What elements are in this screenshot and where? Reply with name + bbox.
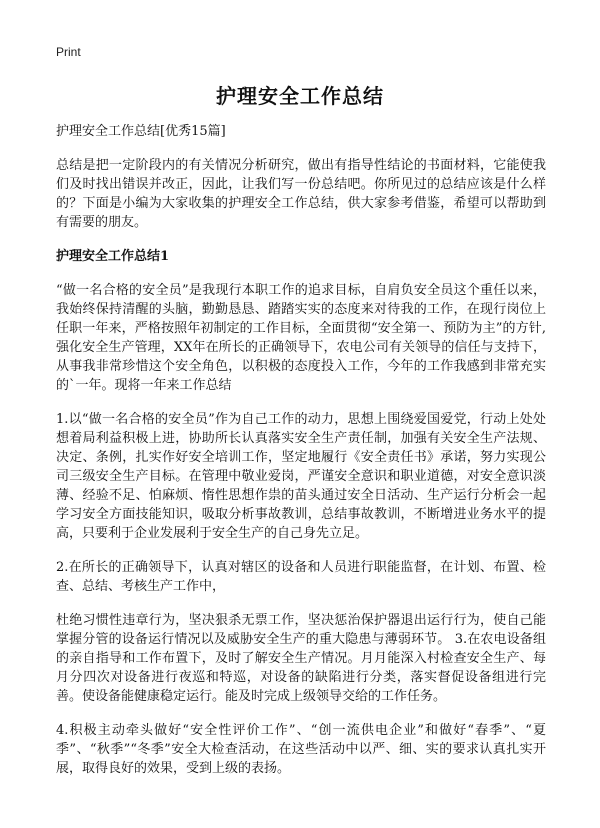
body-paragraph-5: 4.积极主动牵头做好“安全性评价工作”、“创一流供电企业”和做好“春季”、“夏季”、“秋季”“冬季”安全大检查活动，在这些活动中以严、细、实的要求认真扎实开展，取得良好的效果，受到上级的表扬。 <box>56 723 546 776</box>
intro-paragraph: 总结是把一定阶段内的有关情况分析研究，做出有指导性结论的书面材料，它能使我们及时找出错误并改正，因此，让我们写一份总结吧。你所见过的总结应该是什么样的？下面是小编为大家收集的护理安全工作总结，供大家参考借鉴，希望可以帮助到有需要的朋友。 <box>56 158 546 230</box>
document-body <box>56 122 546 793</box>
body-paragraph-2: 1.以“做一名合格的安全员”作为自己工作的动力，思想上围绕爱国爱党，行动上处处想着局利益积极上进，协助所长认真落实安全生产责任制，加强有关安全生产法规、决定、条例，扎实作好安全培训工作，坚定地履行《安全责任书》承诺，努力实现公司三级安全生产目标。在管理中敬业爱岗，严谨安全意识和职业道德，对安全意识淡薄、经验不足、怕麻烦、惰性思想作祟的苗头通过安全日活动、生产运行分析会一起学习安全方面技能知识，吸取分析事故教训，总结事故教训，不断增进业务水平的提高，只要利于企业发展利于安全生产的自己身先立足。 <box>56 412 546 541</box>
page-title: 护理安全工作总结 <box>216 84 384 108</box>
body-paragraph-3: 2.在所长的正确领导下，认真对辖区的设备和人员进行职能监督，在计划、布置、检查、总结、考核生产工作中， <box>56 560 546 594</box>
body-paragraph-1: “做一名合格的安全员”是我现行本职工作的追求目标，自肩负安全员这个重任以来，我始终保持清醒的头脑，勤勤恳恳、踏踏实实的态度来对待我的工作，在现行岗位上任职一年来，严格按照年初制定的工作目标，全面贯彻“安全第一、预防为主”的方针,强化安全生产管理，XX年在所长的正确领导下，农电公司有关领导的信任与支持下，从事我非常珍惜这个安全角色，以积极的态度投入工作，今年的工作我感到非常充实的`一年。现将一年来工作总结 <box>56 283 546 393</box>
document-subtitle: 护理安全工作总结[优秀15篇] <box>56 124 226 139</box>
section-heading: 护理安全工作总结1 <box>56 249 170 264</box>
body-paragraph-4: 杜绝习惯性违章行为，坚决狠杀无票工作，坚决惩治保护器退出运行行为，使自己能掌握分管的设备运行情况以及威胁安全生产的重大隐患与薄弱环节。 3.在农电设备组的亲自指导和工作布置下，及时了解安全生产情况。月月能深入村检查安全生产、每月分四次对设备进行夜巡和特巡，对设备的缺陷进行分类，落实督促设备组进行完善。使设备能健康稳定运行。能及时完成上级领导交给的工作任务。 <box>56 613 546 704</box>
print-link[interactable]: Print <box>56 45 81 59</box>
